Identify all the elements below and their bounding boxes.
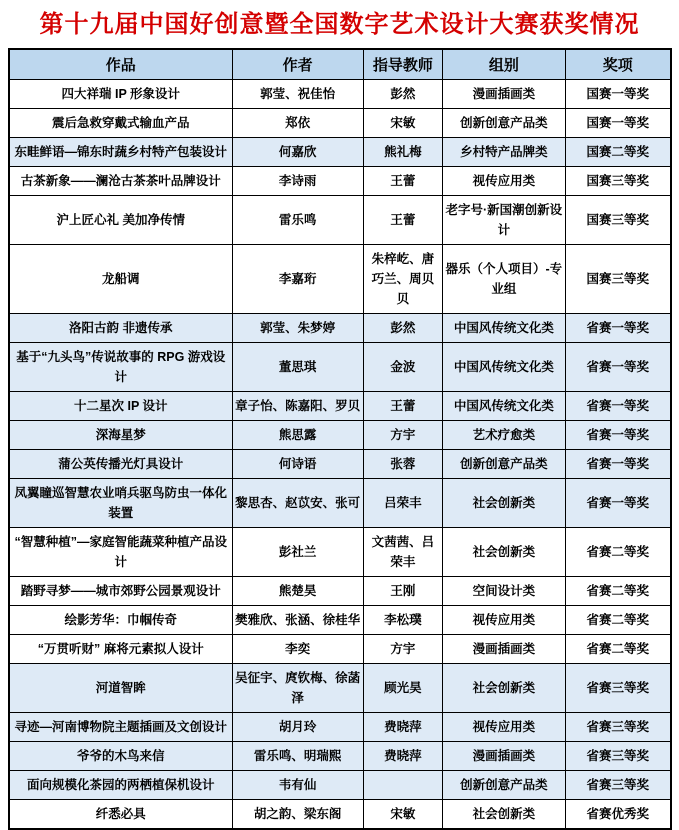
cell-author: 何诗语 xyxy=(232,449,363,478)
cell-author: 彭社兰 xyxy=(232,527,363,576)
cell-author: 熊思露 xyxy=(232,420,363,449)
table-row xyxy=(9,342,671,391)
cell-group: 社会创新类 xyxy=(443,663,565,712)
table-row xyxy=(9,391,671,420)
cell-award: 省赛三等奖 xyxy=(565,741,671,770)
cell-award: 国赛三等奖 xyxy=(565,195,671,244)
cell-author: 韦有仙 xyxy=(232,770,363,799)
table-row xyxy=(9,527,671,576)
cell-work: 深海星梦 xyxy=(9,420,232,449)
page-title: 第十九届中国好创意暨全国数字艺术设计大赛获奖情况 xyxy=(39,11,640,38)
cell-work: 寻迹—河南博物院主题插画及文创设计 xyxy=(9,712,232,741)
cell-work: 基于“九头鸟”传说故事的 RPG 游戏设计 xyxy=(9,342,232,391)
cell-award: 国赛三等奖 xyxy=(565,166,671,195)
cell-work: 东畦鲜语—锦东时蔬乡村特产包装设计 xyxy=(9,137,232,166)
column-header-author: 作者 xyxy=(232,49,363,79)
cell-work: 龙船调 xyxy=(9,244,232,313)
cell-group: 乡村特产品牌类 xyxy=(443,137,565,166)
cell-group: 社会创新类 xyxy=(443,478,565,527)
column-header-award: 奖项 xyxy=(565,49,671,79)
cell-work: 踏野寻梦——城市郊野公园景观设计 xyxy=(9,576,232,605)
table-row xyxy=(9,420,671,449)
cell-group: 创新创意产品类 xyxy=(443,449,565,478)
cell-award: 省赛一等奖 xyxy=(565,420,671,449)
cell-award: 省赛一等奖 xyxy=(565,342,671,391)
cell-award: 省赛一等奖 xyxy=(565,391,671,420)
cell-group: 空间设计类 xyxy=(443,576,565,605)
cell-advisor: 王蕾 xyxy=(363,166,442,195)
cell-award: 国赛三等奖 xyxy=(565,244,671,313)
cell-work: 十二星次 IP 设计 xyxy=(9,391,232,420)
cell-author: 樊雅欣、张涵、徐桂华 xyxy=(232,605,363,634)
cell-group: 社会创新类 xyxy=(443,527,565,576)
table-row xyxy=(9,195,671,244)
cell-advisor: 费晓萍 xyxy=(363,712,442,741)
cell-award: 省赛三等奖 xyxy=(565,663,671,712)
table-row xyxy=(9,166,671,195)
awards-table xyxy=(8,48,672,830)
cell-advisor: 王刚 xyxy=(363,576,442,605)
cell-award: 省赛二等奖 xyxy=(565,605,671,634)
cell-advisor: 熊礼梅 xyxy=(363,137,442,166)
cell-author: 何嘉欣 xyxy=(232,137,363,166)
table-row xyxy=(9,712,671,741)
cell-award: 省赛二等奖 xyxy=(565,576,671,605)
cell-advisor: 李松璞 xyxy=(363,605,442,634)
cell-work: 沪上匠心礼 美加净传情 xyxy=(9,195,232,244)
awards-table-header xyxy=(9,49,671,79)
cell-group: 中国风传统文化类 xyxy=(443,391,565,420)
cell-author: 郭莹、朱梦婷 xyxy=(232,313,363,342)
cell-award: 国赛一等奖 xyxy=(565,79,671,108)
cell-advisor: 王蕾 xyxy=(363,195,442,244)
cell-award: 省赛一等奖 xyxy=(565,313,671,342)
cell-advisor: 朱梓屹、唐巧兰、周贝贝 xyxy=(363,244,442,313)
cell-advisor: 金波 xyxy=(363,342,442,391)
cell-work: “智慧种植”—家庭智能蔬菜种植产品设计 xyxy=(9,527,232,576)
cell-author: 熊楚昊 xyxy=(232,576,363,605)
cell-group: 创新创意产品类 xyxy=(443,770,565,799)
cell-advisor: 文茜茜、吕荣丰 xyxy=(363,527,442,576)
cell-advisor xyxy=(363,770,442,799)
cell-group: 漫画插画类 xyxy=(443,634,565,663)
cell-advisor: 方宇 xyxy=(363,634,442,663)
cell-group: 视传应用类 xyxy=(443,605,565,634)
cell-advisor: 顾光昊 xyxy=(363,663,442,712)
table-row xyxy=(9,576,671,605)
cell-award: 国赛二等奖 xyxy=(565,137,671,166)
table-row xyxy=(9,634,671,663)
cell-award: 省赛一等奖 xyxy=(565,478,671,527)
cell-advisor: 方宇 xyxy=(363,420,442,449)
cell-award: 省赛二等奖 xyxy=(565,527,671,576)
cell-group: 漫画插画类 xyxy=(443,741,565,770)
table-row xyxy=(9,79,671,108)
table-row xyxy=(9,313,671,342)
cell-group: 创新创意产品类 xyxy=(443,108,565,137)
cell-work: 洛阳古韵 非遗传承 xyxy=(9,313,232,342)
cell-group: 中国风传统文化类 xyxy=(443,342,565,391)
cell-award: 省赛三等奖 xyxy=(565,770,671,799)
cell-work: 绘影芳华：巾帼传奇 xyxy=(9,605,232,634)
cell-group: 视传应用类 xyxy=(443,712,565,741)
cell-group: 器乐（个人项目）-专业组 xyxy=(443,244,565,313)
table-row xyxy=(9,605,671,634)
cell-author: 李嘉珩 xyxy=(232,244,363,313)
cell-advisor: 吕荣丰 xyxy=(363,478,442,527)
cell-advisor: 宋敏 xyxy=(363,108,442,137)
cell-group: 漫画插画类 xyxy=(443,79,565,108)
cell-author: 胡月玲 xyxy=(232,712,363,741)
cell-advisor: 王蕾 xyxy=(363,391,442,420)
cell-author: 郑依 xyxy=(232,108,363,137)
cell-work: “万贯听财” 麻将元素拟人设计 xyxy=(9,634,232,663)
cell-group: 中国风传统文化类 xyxy=(443,313,565,342)
cell-author: 黎思杏、赵苡安、张可 xyxy=(232,478,363,527)
table-row xyxy=(9,663,671,712)
cell-work: 河道智眸 xyxy=(9,663,232,712)
cell-award: 省赛一等奖 xyxy=(565,449,671,478)
cell-work: 四大祥瑞 IP 形象设计 xyxy=(9,79,232,108)
cell-group: 老字号·新国潮创新设计 xyxy=(443,195,565,244)
awards-table-body xyxy=(9,79,671,829)
cell-group: 视传应用类 xyxy=(443,166,565,195)
cell-advisor: 彭然 xyxy=(363,313,442,342)
cell-work: 古茶新象——澜沧古茶茶叶品牌设计 xyxy=(9,166,232,195)
cell-author: 章子怡、陈嘉阳、罗贝 xyxy=(232,391,363,420)
cell-award: 省赛优秀奖 xyxy=(565,799,671,829)
cell-work: 震后急救穿戴式输血产品 xyxy=(9,108,232,137)
table-row xyxy=(9,449,671,478)
table-row xyxy=(9,799,671,829)
cell-award: 省赛二等奖 xyxy=(565,634,671,663)
cell-advisor: 彭然 xyxy=(363,79,442,108)
cell-author: 雷乐鸣 xyxy=(232,195,363,244)
cell-author: 李诗雨 xyxy=(232,166,363,195)
cell-advisor: 费晓萍 xyxy=(363,741,442,770)
cell-work: 蒲公英传播光灯具设计 xyxy=(9,449,232,478)
column-header-work: 作品 xyxy=(9,49,232,79)
cell-group: 艺术疗愈类 xyxy=(443,420,565,449)
cell-author: 李奕 xyxy=(232,634,363,663)
table-row xyxy=(9,478,671,527)
table-row xyxy=(9,770,671,799)
cell-work: 纤悉必具 xyxy=(9,799,232,829)
table-row xyxy=(9,244,671,313)
cell-advisor: 宋敏 xyxy=(363,799,442,829)
cell-work: 爷爷的木鸟来信 xyxy=(9,741,232,770)
cell-award: 国赛一等奖 xyxy=(565,108,671,137)
header-row xyxy=(9,49,671,79)
table-row xyxy=(9,108,671,137)
cell-award: 省赛三等奖 xyxy=(565,712,671,741)
cell-author: 雷乐鸣、明瑞熙 xyxy=(232,741,363,770)
column-header-group: 组别 xyxy=(443,49,565,79)
column-header-advisor: 指导教师 xyxy=(363,49,442,79)
table-row xyxy=(9,137,671,166)
cell-author: 郭莹、祝佳怡 xyxy=(232,79,363,108)
cell-author: 董思琪 xyxy=(232,342,363,391)
cell-work: 凤翼瞳巡智慧农业哨兵驱鸟防虫一体化装置 xyxy=(9,478,232,527)
cell-work: 面向规模化茶园的两栖植保机设计 xyxy=(9,770,232,799)
cell-author: 吴征宇、庹钦梅、徐菡泽 xyxy=(232,663,363,712)
cell-advisor: 张蓉 xyxy=(363,449,442,478)
cell-group: 社会创新类 xyxy=(443,799,565,829)
cell-author: 胡之韵、梁东阁 xyxy=(232,799,363,829)
